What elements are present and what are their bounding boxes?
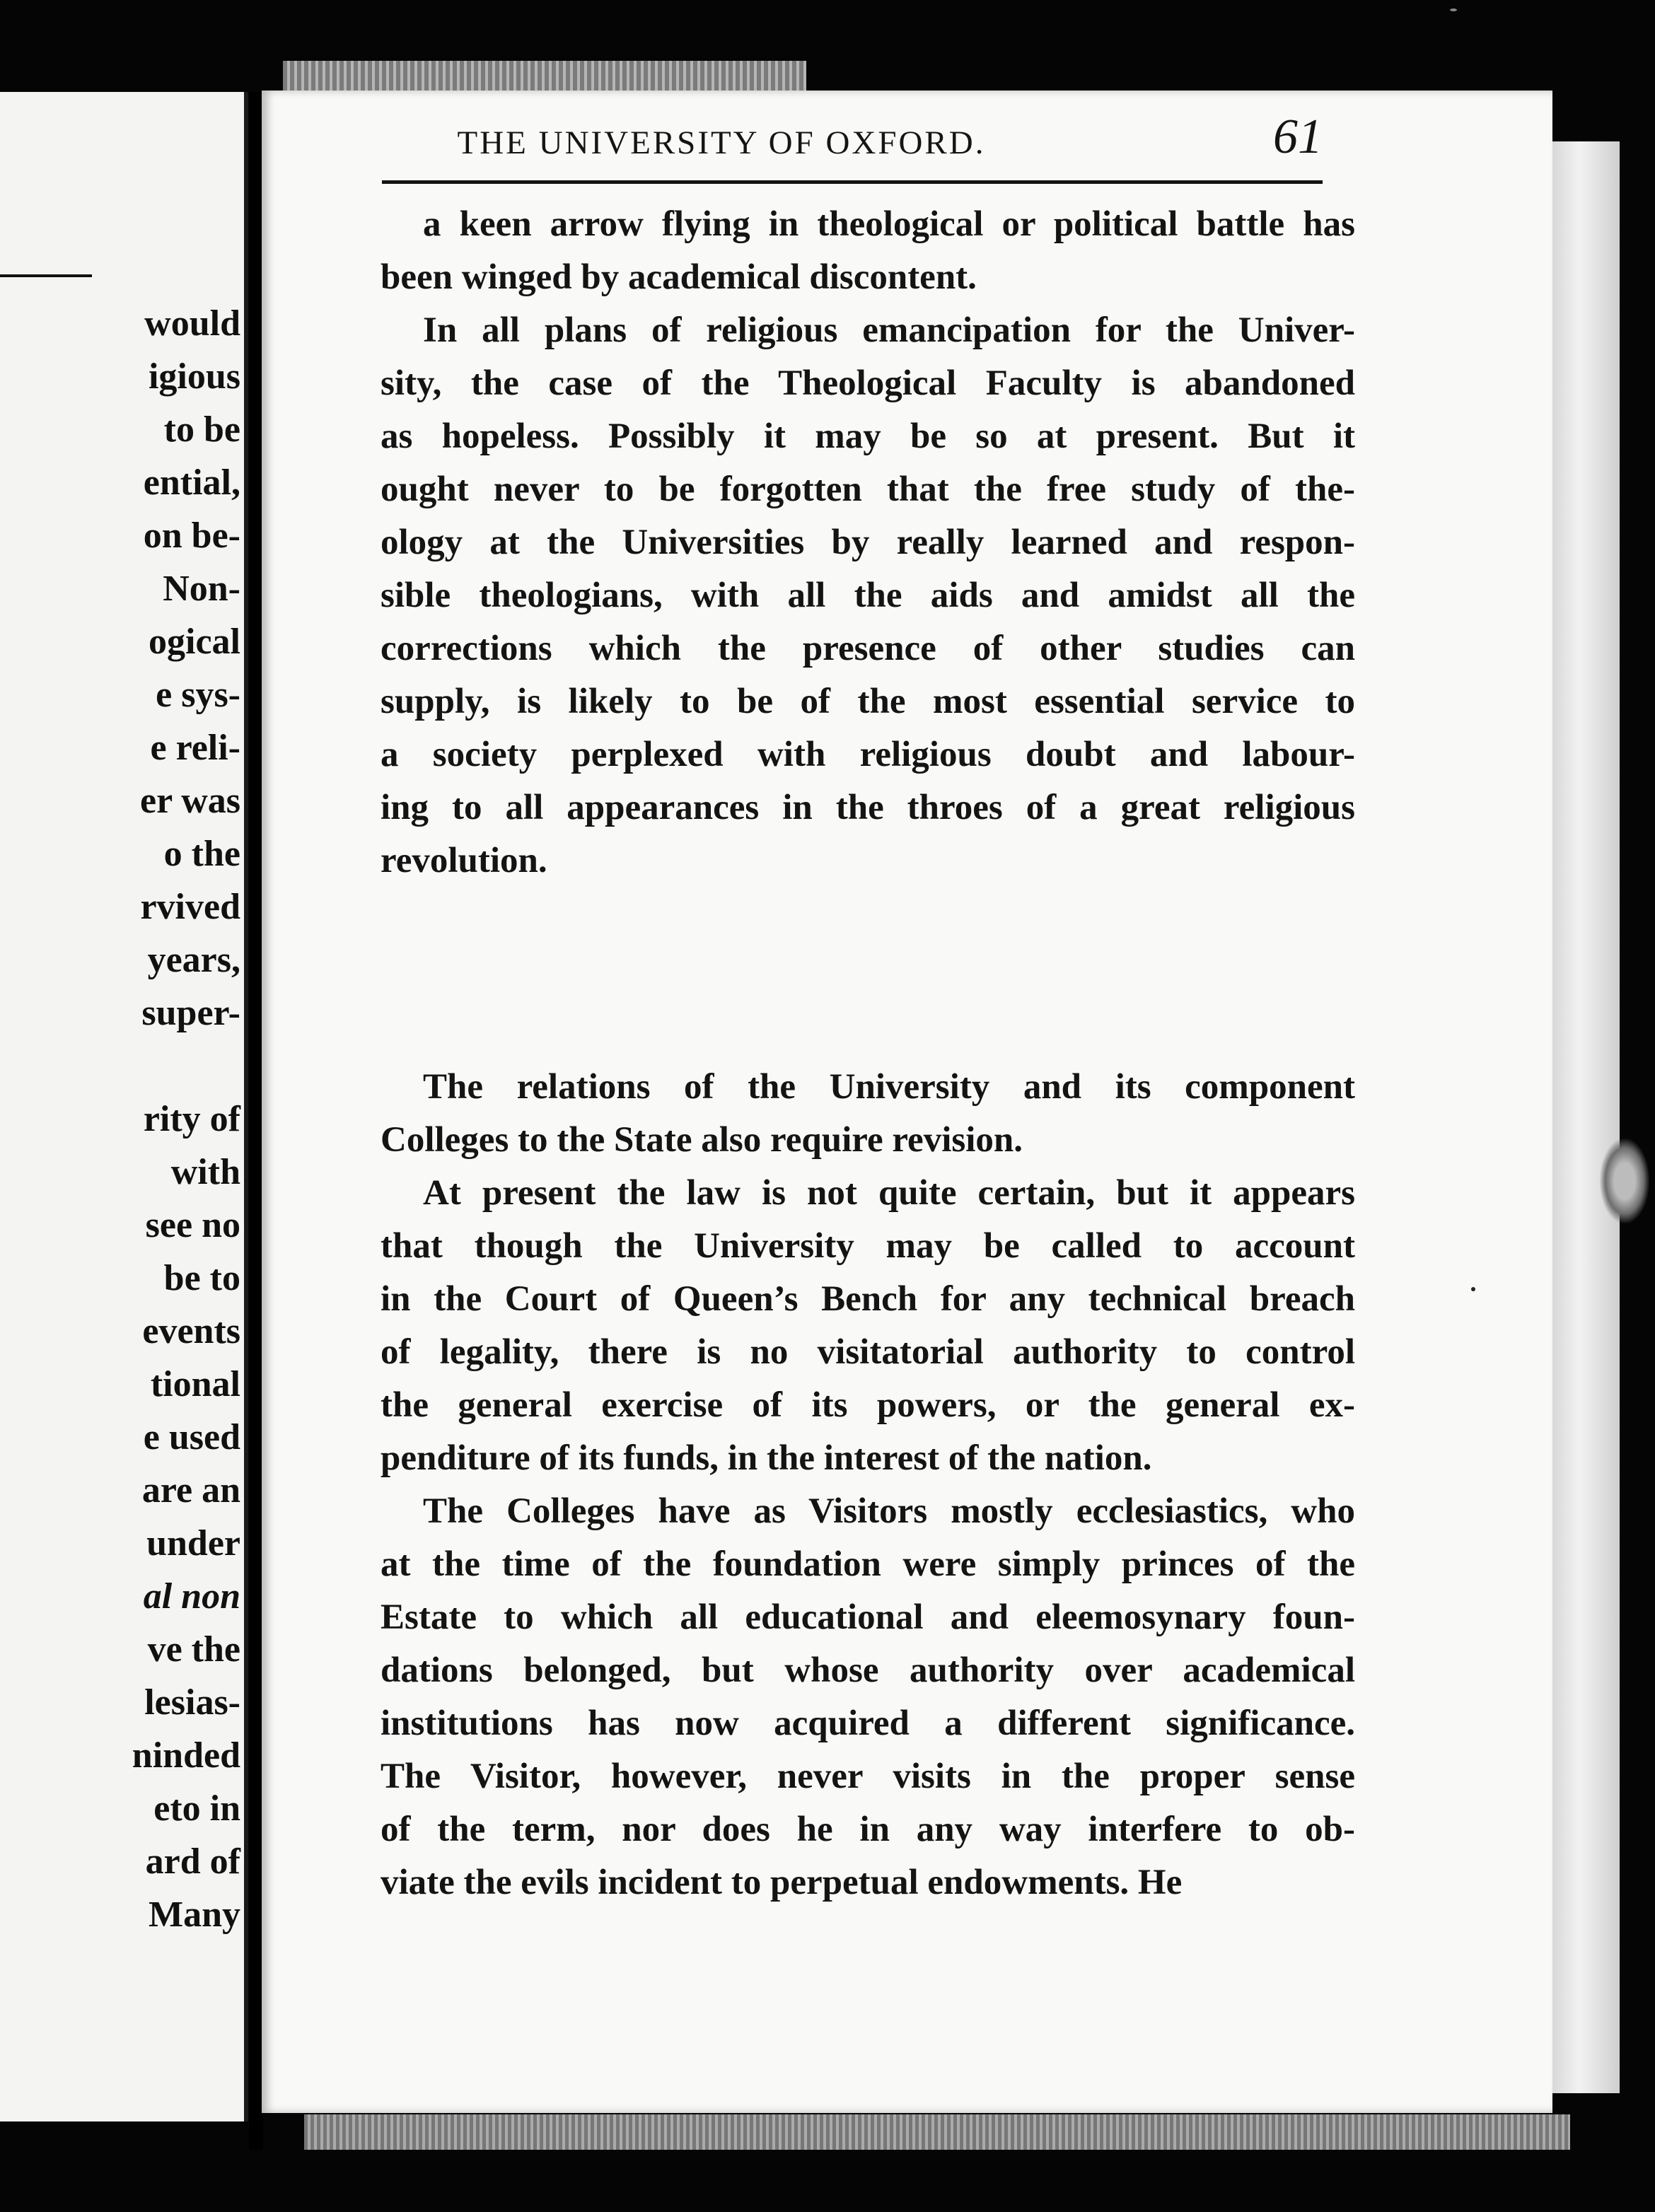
text-line: penditure of its funds, in the interest of the nation. [381, 1438, 1152, 1478]
text-line: In all plans of religious emancipation for the Univer- [423, 310, 1355, 350]
facing-page-line: ard of [145, 1841, 240, 1882]
page-edge-top [283, 61, 806, 91]
book-gutter [249, 92, 263, 2150]
running-head-title: THE UNIVERSITY OF OXFORD. [457, 124, 986, 161]
facing-page-line: ential, [143, 462, 240, 503]
facing-page-line: er was [139, 781, 240, 821]
text-line: sity, the case of the Theological Faculty is abandoned [381, 363, 1355, 403]
facing-page-line: tional [150, 1364, 240, 1404]
facing-page-line: with [170, 1152, 240, 1192]
page-edge-bottom [304, 2114, 1570, 2150]
facing-page-line: would [144, 303, 240, 344]
facing-page-line: e used [143, 1417, 240, 1457]
text-line: sible theologians, with all the aids and amidst all the [381, 576, 1355, 615]
text-line: The Visitor, however, never visits in the proper sense [381, 1757, 1355, 1796]
text-line: The Colleges have as Visitors mostly ecclesiastics, who [423, 1491, 1355, 1531]
facing-page-line: ve the [147, 1629, 240, 1670]
facing-page-line: al non [143, 1576, 240, 1617]
facing-page-line: igious [148, 356, 240, 397]
text-line: the general exercise of its powers, or the general ex- [381, 1385, 1355, 1425]
facing-page-line: eto in [153, 1788, 240, 1829]
text-block-upper [381, 198, 1355, 887]
text-line: revolution. [381, 841, 547, 880]
facing-page-line: e sys- [156, 675, 240, 715]
facing-page-line: ogical [149, 622, 240, 662]
facing-page-line: Non- [163, 569, 240, 609]
facing-page-line: see no [145, 1205, 240, 1245]
text-line: a society perplexed with religious doubt and labour- [381, 735, 1355, 774]
facing-page-line: on be- [143, 516, 240, 556]
text-line: in the Court of Queen’s Bench for any technical breach [381, 1279, 1355, 1319]
facing-page-line: to be [163, 409, 240, 450]
facing-page-line: Many [149, 1894, 240, 1935]
facing-page-line: events [142, 1311, 240, 1351]
text-line: of legality, there is no visitatorial authority to control [381, 1332, 1355, 1372]
running-head [311, 110, 1323, 171]
text-line: corrections which the presence of other studies can [381, 629, 1355, 668]
text-line: viate the evils incident to perpetual endowments. He [381, 1863, 1183, 1902]
facing-page-line: years, [147, 940, 240, 980]
facing-page-line: rity of [143, 1099, 240, 1139]
facing-page-fragment [0, 92, 248, 2121]
text-line: institutions has now acquired a different significance. [381, 1704, 1355, 1743]
facing-page-line: o the [163, 834, 240, 874]
text-line: dations belonged, but whose authority over academical [381, 1651, 1355, 1690]
facing-page-line: e reli- [150, 728, 240, 768]
facing-page-line: be to [163, 1258, 240, 1298]
scan-dust-speck [1471, 1287, 1475, 1291]
scan-artifact-speck [1600, 1139, 1649, 1223]
text-line: Estate to which all educational and eleemosynary foun- [381, 1597, 1355, 1637]
facing-page-line: are an [141, 1470, 240, 1510]
facing-page-line: super- [141, 993, 240, 1033]
text-line: ing to all appearances in the throes of a great religious [381, 788, 1355, 827]
text-line: a keen arrow flying in theological or political battle has [423, 204, 1355, 244]
text-line: The relations of the University and its component [423, 1067, 1355, 1107]
facing-page-line: under [146, 1523, 240, 1564]
page-edge-right [1552, 141, 1620, 2093]
text-line: as hopeless. Possibly it may be so at present. But it [381, 417, 1355, 456]
text-line: been winged by academical discontent. [381, 257, 977, 297]
facing-page-line: lesias- [144, 1682, 240, 1723]
page-number: 61 [1273, 110, 1323, 164]
running-head-rule [382, 180, 1323, 184]
text-line: ought never to be forgotten that the free study of the- [381, 470, 1355, 509]
text-line: of the term, nor does he in any way interfere to ob- [381, 1810, 1355, 1849]
text-line: supply, is likely to be of the most essential service to [381, 682, 1355, 721]
facing-page-text [0, 297, 240, 1941]
text-line: At present the law is not quite certain, but it appears [423, 1173, 1355, 1213]
text-block-lower [381, 1061, 1355, 1909]
text-line: Colleges to the State also require revision. [381, 1120, 1023, 1160]
text-line: that though the University may be called to account [381, 1226, 1355, 1266]
text-line: ology at the Universities by really learned and respon- [381, 523, 1355, 562]
facing-page-line: ninded [132, 1735, 240, 1776]
facing-page-head-rule [0, 274, 92, 277]
text-line: at the time of the foundation were simply princes of the [381, 1544, 1355, 1584]
scan-dust-speck [1450, 8, 1457, 11]
facing-page-line: rvived [140, 887, 240, 927]
facing-page-line [0, 1040, 240, 1093]
